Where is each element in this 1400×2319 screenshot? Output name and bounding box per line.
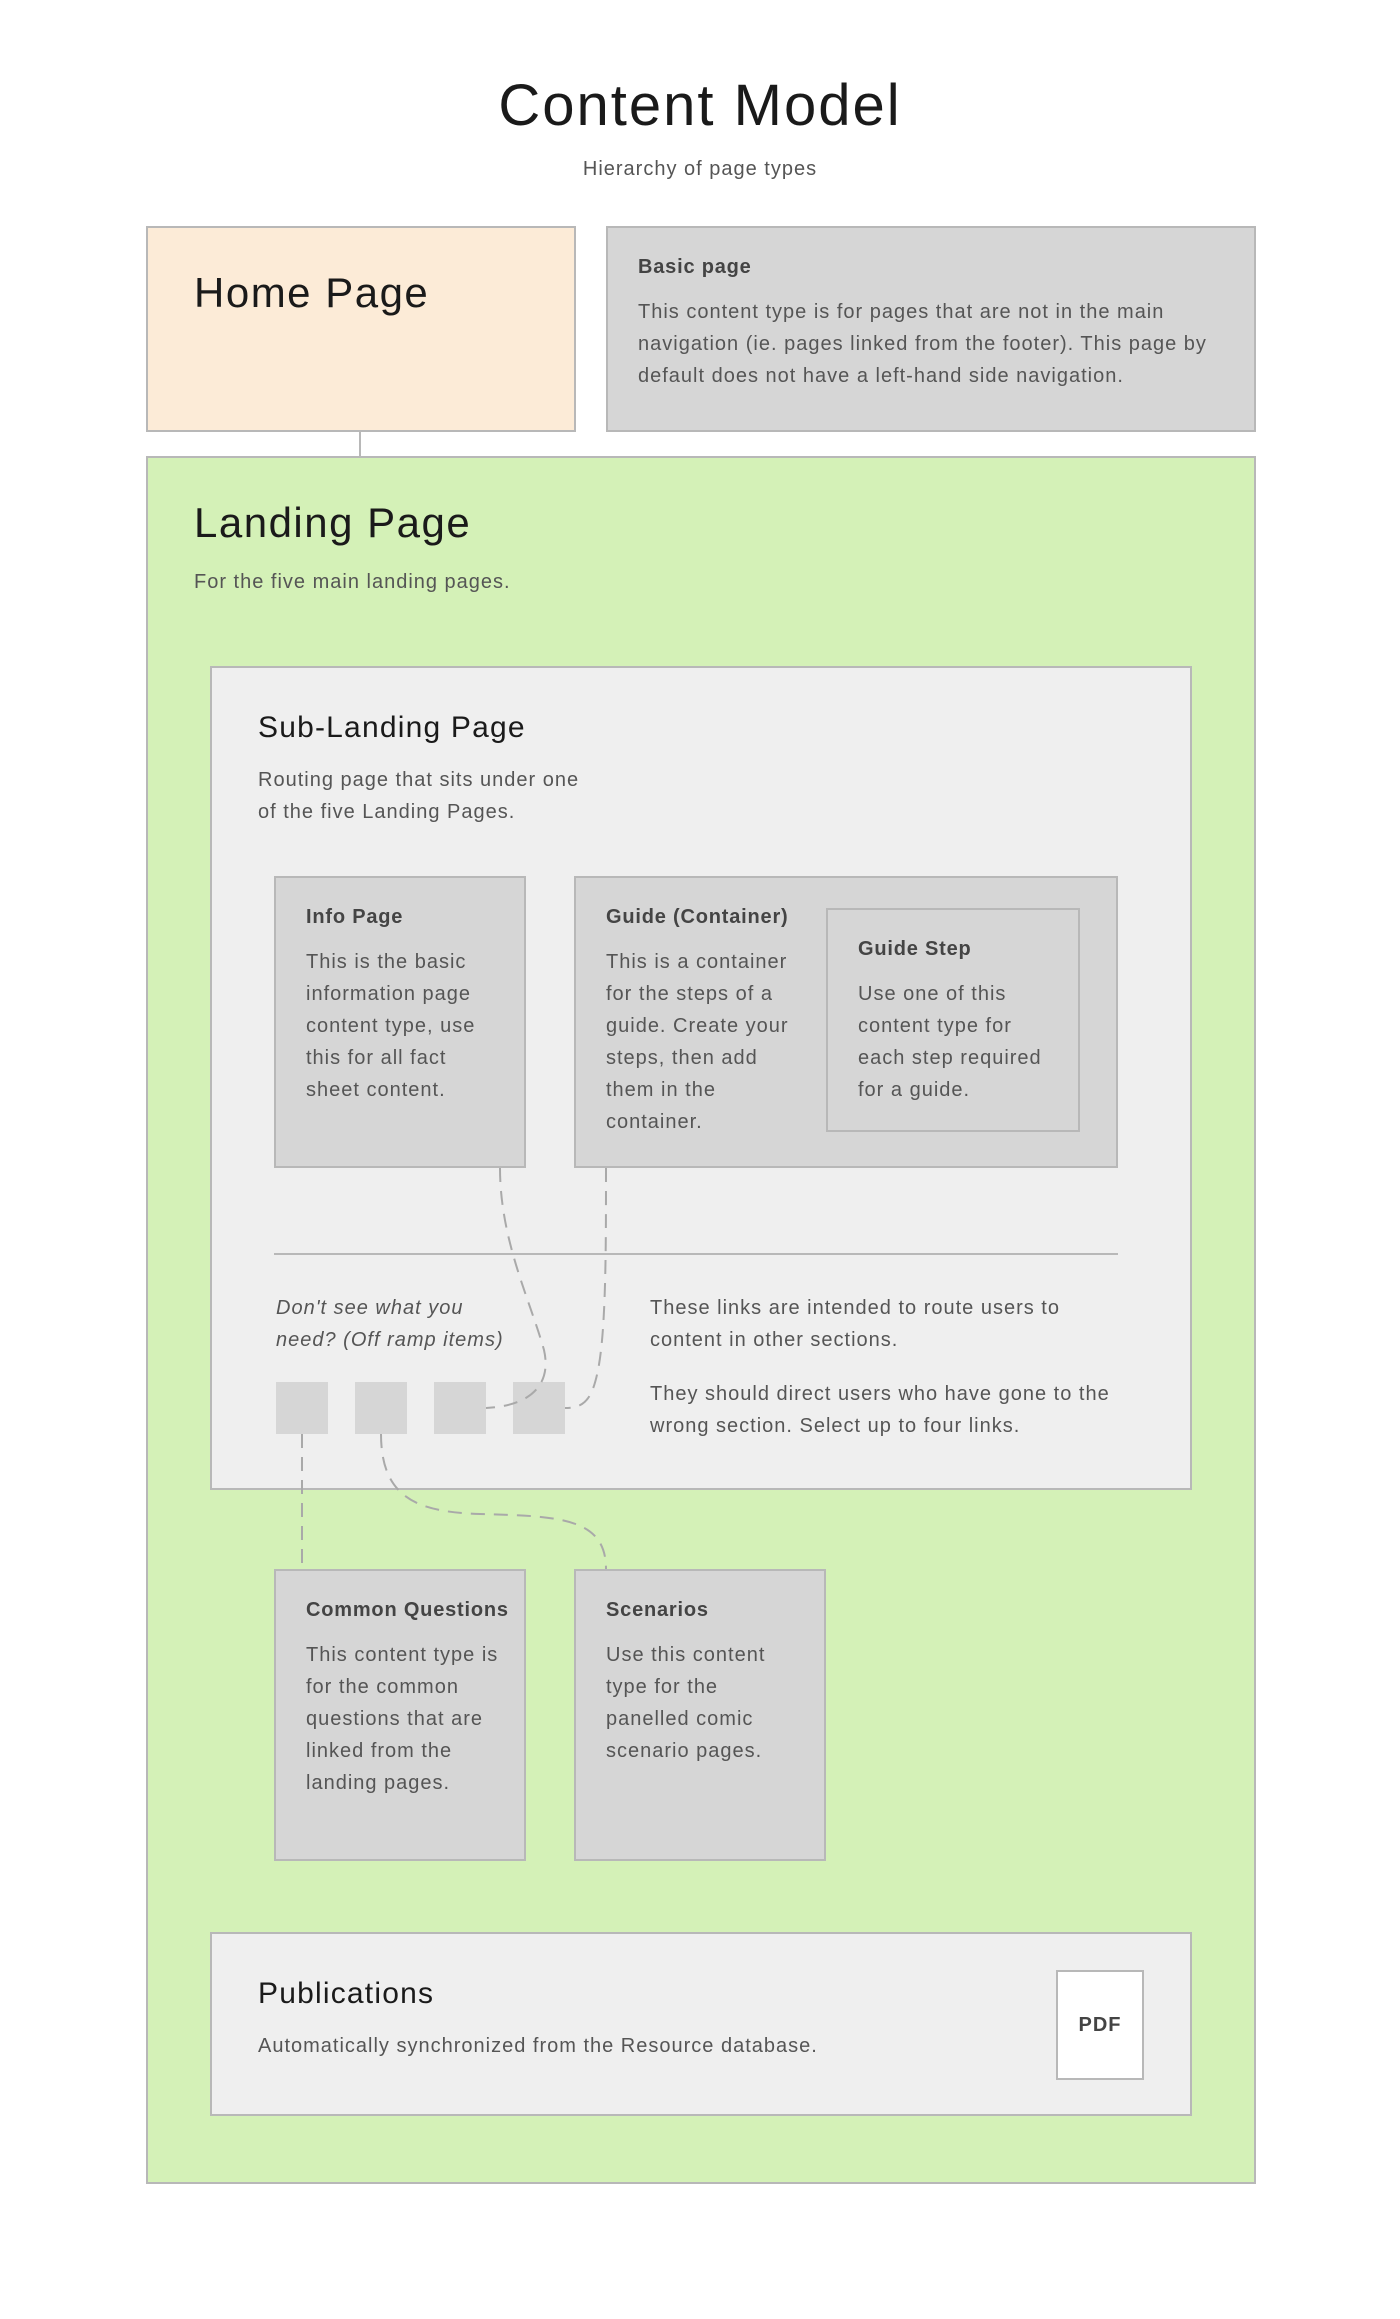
sub-landing-page-description: Routing page that sits under one of the five Landing Pages. <box>258 769 580 823</box>
off-ramp-note-2: They should direct users who have gone to the wrong section. Select up to four links. <box>650 1383 1110 1437</box>
off-ramp-slot-4 <box>513 1382 565 1434</box>
common-questions-node <box>274 1569 526 1861</box>
sub-landing-page-title: Sub-Landing Page <box>258 711 526 744</box>
guide-step-title: Guide Step <box>858 938 972 960</box>
common-questions-title: Common Questions <box>306 1599 509 1621</box>
info-page-title: Info Page <box>306 906 404 928</box>
info-page-node <box>274 876 526 1168</box>
home-page-title: Home Page <box>194 269 430 316</box>
off-ramp-slot-3 <box>434 1382 486 1434</box>
off-ramp-note-1: These links are intended to route users to content in other sections. <box>650 1297 1060 1351</box>
publications-title: Publications <box>258 1977 435 2010</box>
page-title: Content Model <box>498 73 902 138</box>
landing-page-title: Landing Page <box>194 499 472 546</box>
guide-container-title: Guide (Container) <box>606 906 789 928</box>
basic-page-node <box>606 226 1256 432</box>
guide-step-description: Use one of this content type for each step required for a guide. <box>858 983 1042 1101</box>
scenarios-description: Use this content type for the panelled comic scenario pages. <box>606 1644 766 1762</box>
guide-step-node <box>826 908 1080 1132</box>
publications-description: Automatically synchronized from the Resource database. <box>258 2035 818 2057</box>
off-ramp-label: Don't see what you need? (Off ramp items) <box>276 1297 504 1351</box>
guide-container-description: This is a container for the steps of a guide. Create your steps, then add them in the container. <box>606 951 789 1133</box>
off-ramp-slot-1 <box>276 1382 328 1434</box>
home-page-node <box>146 226 576 432</box>
info-page-description: This is the basic information page content type, use this for all fact sheet content. <box>306 951 476 1101</box>
basic-page-description: This content type is for pages that are not in the main navigation (ie. pages linked from the footer). This page by default does not have a left-hand side navigation. <box>638 301 1207 387</box>
basic-page-title: Basic page <box>638 256 752 278</box>
section-divider <box>274 1253 1118 1255</box>
landing-page-description: For the five main landing pages. <box>194 571 511 593</box>
pdf-document-icon: PDF <box>1056 1970 1144 2080</box>
scenarios-node <box>574 1569 826 1861</box>
common-questions-description: This content type is for the common questions that are linked from the landing pages. <box>306 1644 499 1794</box>
publications-node <box>210 1932 1192 2116</box>
off-ramp-slot-2 <box>355 1382 407 1434</box>
page-subtitle: Hierarchy of page types <box>582 158 818 180</box>
scenarios-title: Scenarios <box>606 1599 709 1621</box>
